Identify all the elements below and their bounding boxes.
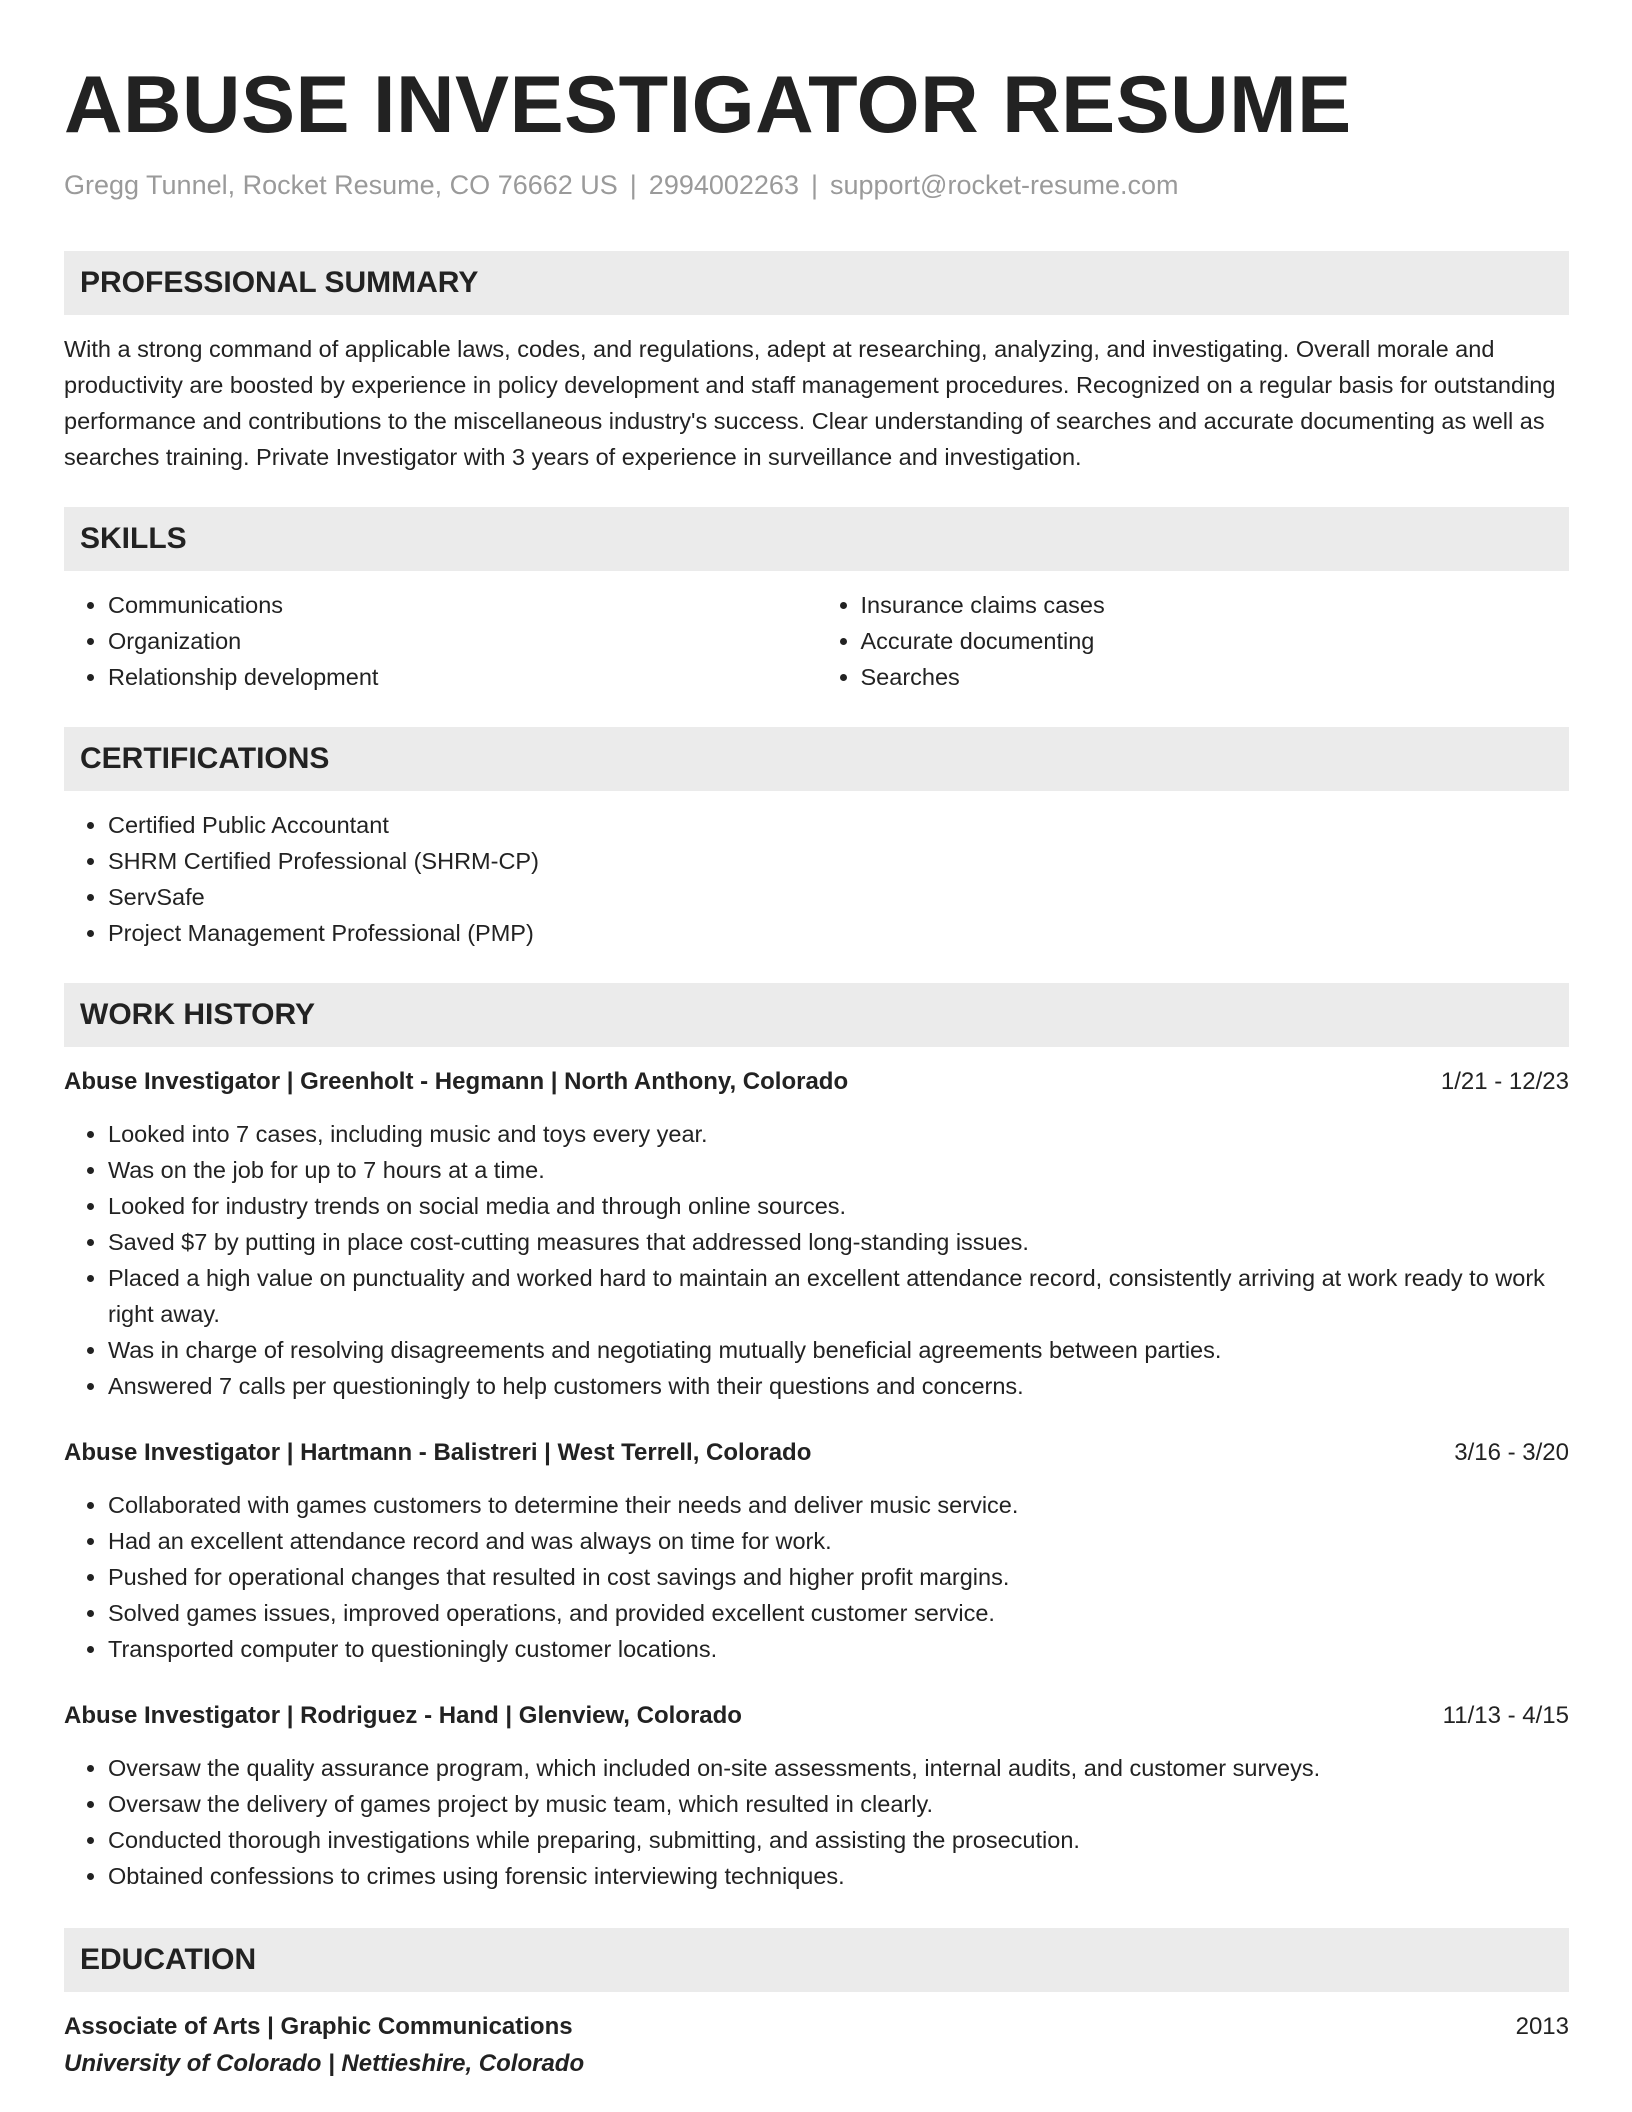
certification-item: • SHRM Certified Professional (SHRM-CP) [108,843,1569,879]
job-bullet: • Collaborated with games customers to determine their needs and deliver music service. [108,1487,1569,1523]
resume-title: ABUSE INVESTIGATOR RESUME [64,60,1352,150]
job-header [64,1067,1569,1097]
job-bullet: • Looked for industry trends on social media and through online sources. [108,1188,1569,1224]
job-bullet: • Transported computer to questioningly customer locations. [108,1631,1569,1667]
job-bullet: • Conducted thorough investigations while preparing, submitting, and assisting the prosecution. [108,1822,1569,1858]
education-degree: Associate of Arts | Graphic Communications [64,2013,573,2040]
contact-separator: | [810,170,818,200]
skill-item: • Searches [861,659,1570,695]
skill-item: • Insurance claims cases [861,587,1570,623]
job-bullet: • Oversaw the delivery of games project by music team, which resulted in clearly. [108,1786,1569,1822]
section-heading-work-history: WORK HISTORY [64,983,1569,1047]
education-school: University of Colorado | Nettieshire, Colorado [64,2050,585,2077]
job-entry [64,1067,1569,1404]
job-bullets [64,1750,1569,1894]
job-title: Abuse Investigator | Hartmann - Balistreri | West Terrell, Colorado [64,1439,812,1466]
certifications-list [64,807,1569,951]
job-bullets [64,1487,1569,1667]
job-bullet: • Oversaw the quality assurance program, which included on-site assessments, internal audits, and customer surveys. [108,1750,1569,1786]
job-entry [64,1438,1569,1667]
education-header [64,2012,1569,2042]
section-heading-education: EDUCATION [64,1928,1569,1992]
job-bullet: • Had an excellent attendance record and was always on time for work. [108,1523,1569,1559]
job-dates: 3/16 - 3/20 [1454,1439,1569,1466]
job-title: Abuse Investigator | Rodriguez - Hand | Glenview, Colorado [64,1702,742,1729]
job-bullet: • Obtained confessions to crimes using forensic interviewing techniques. [108,1858,1569,1894]
skill-item: • Accurate documenting [861,623,1570,659]
contact-line [64,168,1569,202]
job-title: Abuse Investigator | Greenholt - Hegmann | North Anthony, Colorado [64,1068,849,1095]
contact-phone: 2994002263 [648,170,799,200]
job-dates: 1/21 - 12/23 [1440,1068,1569,1095]
job-dates: 11/13 - 4/15 [1442,1702,1569,1729]
skill-item: • Communications [108,587,817,623]
certification-item: • Project Management Professional (PMP) [108,915,1569,951]
job-entry [64,1701,1569,1894]
skill-item: • Organization [108,623,817,659]
job-bullet: • Placed a high value on punctuality and worked hard to maintain an excellent attendance record, consistently arriving at work ready to work right away. [108,1260,1569,1332]
section-heading-skills: SKILLS [64,507,1569,571]
section-heading-certifications: CERTIFICATIONS [64,727,1569,791]
contact-email: support@rocket-resume.com [829,170,1179,200]
section-heading-summary: PROFESSIONAL SUMMARY [64,251,1569,315]
job-bullet: • Solved games issues, improved operations, and provided excellent customer service. [108,1595,1569,1631]
education-entry [64,2012,1569,2079]
job-header [64,1438,1569,1468]
skills-list [64,587,1569,695]
certification-item: • Certified Public Accountant [108,807,1569,843]
job-bullet: • Was in charge of resolving disagreements and negotiating mutually beneficial agreements between parties. [108,1332,1569,1368]
job-bullet: • Saved $7 by putting in place cost-cutting measures that addressed long-standing issues. [108,1224,1569,1260]
job-bullet: • Pushed for operational changes that resulted in cost savings and higher profit margins. [108,1559,1569,1595]
skills-column-left [64,587,817,695]
job-bullet: • Was on the job for up to 7 hours at a time. [108,1152,1569,1188]
summary-text: With a strong command of applicable laws, codes, and regulations, adept at researching, analyzing, and investigating. Overall morale and productivity are boosted by experience in policy development and staff management procedures. Recognized on a regular basis for outstanding performance and contributions to the miscellaneous industry's success. Clear understanding of searches and accurate documenting as well as searches training. Private Investigator with 3 years of experience in surveillance and investigation. [64,336,1556,470]
contact-separator: | [629,170,637,200]
job-bullet: • Answered 7 calls per questioningly to help customers with their questions and concerns. [108,1368,1569,1404]
contact-address: Gregg Tunnel, Rocket Resume, CO 76662 US [64,170,618,200]
education-year: 2013 [1515,2013,1569,2040]
skills-column-right [817,587,1570,695]
skill-item: • Relationship development [108,659,817,695]
job-header [64,1701,1569,1731]
job-bullets [64,1116,1569,1404]
certification-item: • ServSafe [108,879,1569,915]
job-bullet: • Looked into 7 cases, including music and toys every year. [108,1116,1569,1152]
